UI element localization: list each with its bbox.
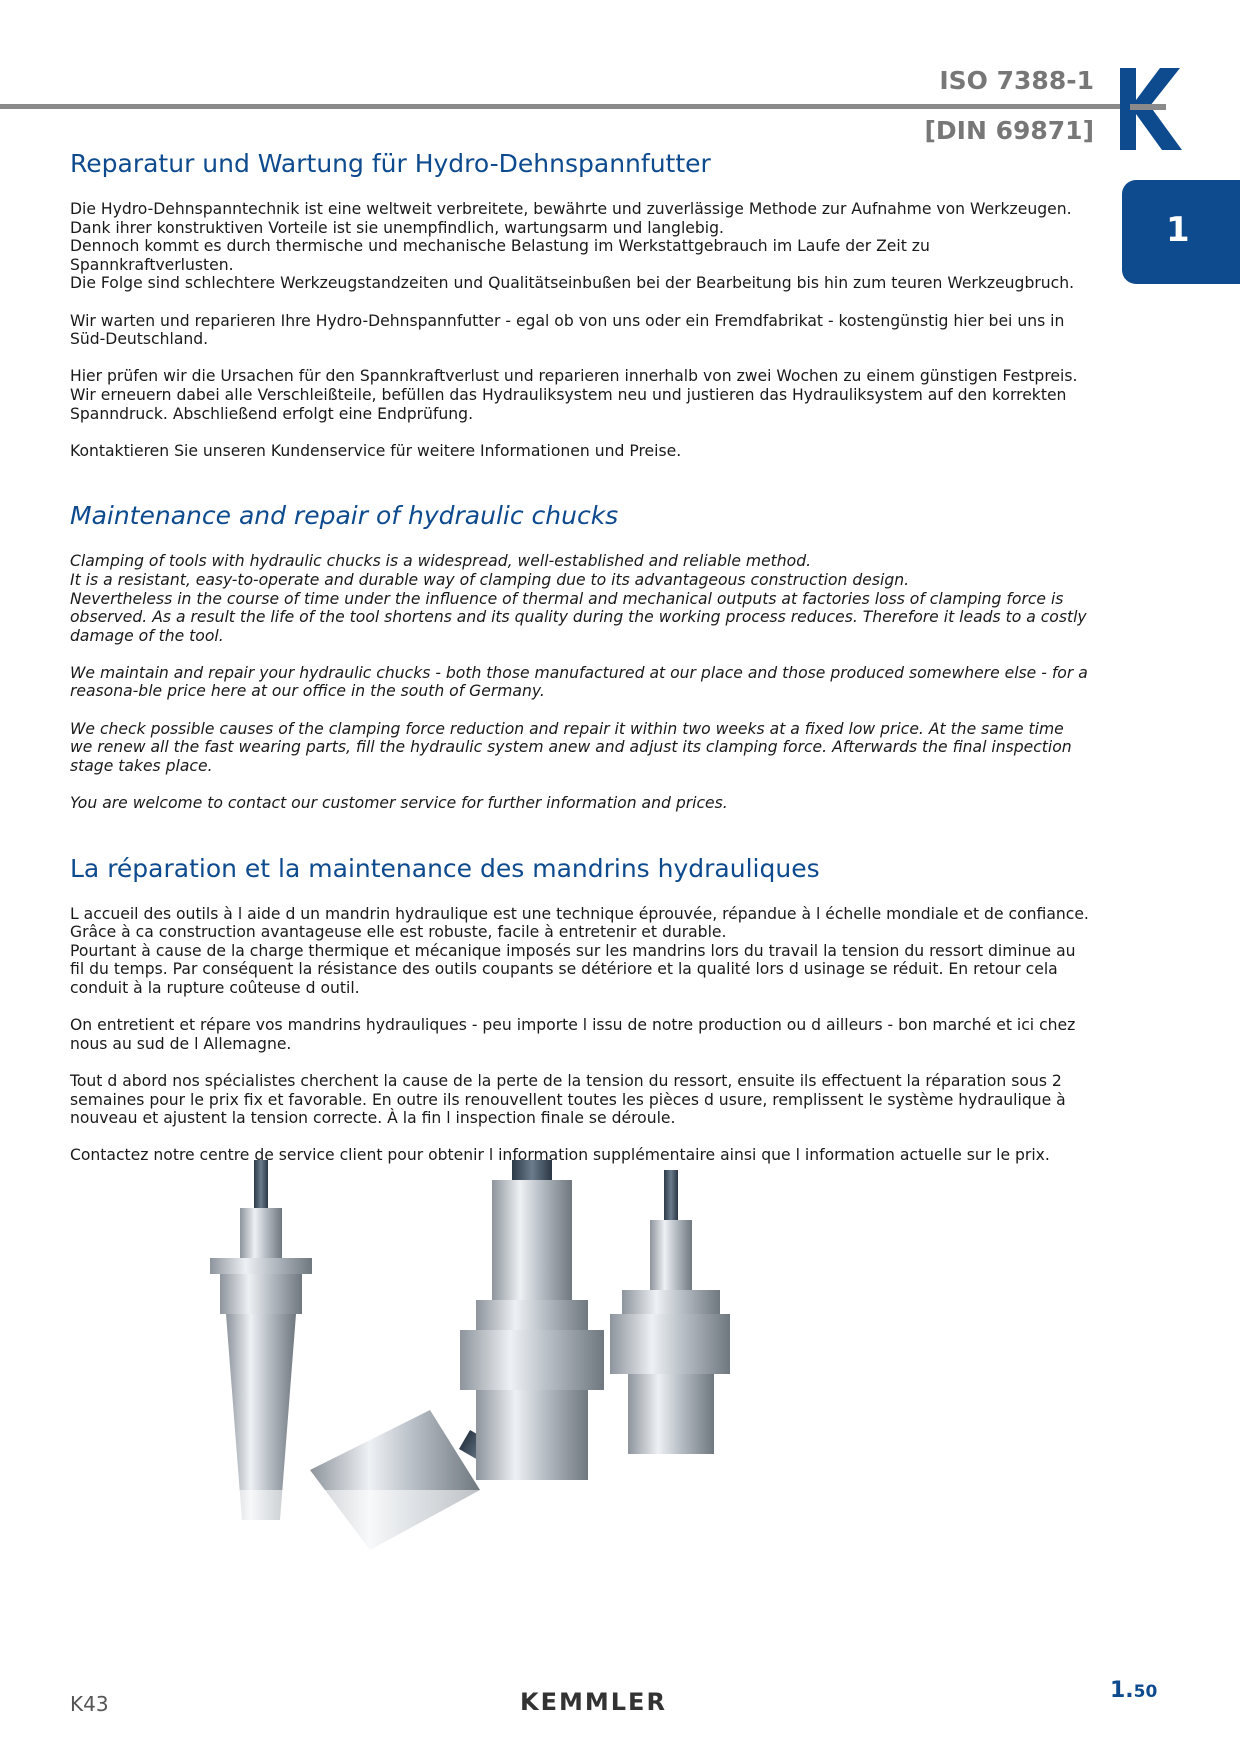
standard-label: ISO 7388-1 [939, 66, 1094, 95]
paragraph-de: Wir warten und reparieren Ihre Hydro-Dehnspannfutter - egal ob von uns oder ein Fremdfabrikat - kostengünstig hier bei uns in Süd-Deutschland. [70, 311, 1065, 349]
page-number-major: 1. [1110, 1678, 1134, 1703]
paragraph-en: Clamping of tools with hydraulic chucks is a widespread, well-established and reliable method. [70, 552, 812, 571]
hydraulic-chucks-photo [180, 1160, 820, 1680]
paragraph-de: Die Hydro-Dehnspanntechnik ist eine weltweit verbreitete, bewährte und zuverlässige Methode zur Aufnahme von Werkzeugen. [70, 200, 1072, 218]
page-number [1110, 1678, 1157, 1703]
paragraph-de: Hier prüfen wir die Ursachen für den Spannkraftverlust und reparieren innerhalb von zwei Wochen zu einem günstigen Festpreis. [70, 367, 1078, 386]
section-title-de: Reparatur und Wartung für Hydro-Dehnspannfutter [70, 149, 711, 178]
paragraph-fr: Contactez notre centre de service client pour obtenir l information supplémentaire ainsi que l information actuelle sur le prix. [70, 1146, 1050, 1165]
paragraph-de: Dennoch kommt es durch thermische und mechanische Belastung im Werkstattgebrauch im Laufe der Zeit zu Spannkraftverlusten. [70, 237, 930, 274]
paragraph-en: It is a resistant, easy-to-operate and durable way of clamping due to its advantageous construction design. [70, 570, 910, 589]
paragraph-fr: On entretient et répare vos mandrins hydrauliques - peu importe l issu de notre production ou d ailleurs - bon marché et ici chez nous au sud de l Allemagne. [70, 1016, 1076, 1053]
paragraph-fr: Tout d abord nos spécialistes cherchent la cause de la perte de la tension du ressort, ensuite ils effectuent la réparation sous 2 semaines pour le prix fix et favorable. En outre ils renouvellent toutes les pièces d usure, remplissent le système hydraulique à nouveau et ajustent la tension correcte. À la fin l inspection finale se déroule. [70, 1071, 1066, 1128]
catalog-code: K43 [70, 1692, 109, 1716]
paragraph-en: We maintain and repair your hydraulic chucks - both those manufactured at our place and those produced somewhere else - for a reasona-ble price here at our office in the south of Germany. [70, 663, 1088, 701]
header-rule [0, 104, 1120, 109]
paragraph-fr: Pourtant à cause de la charge thermique et mécanique imposés sur les mandrins lors du travail la tension du ressort diminue au fil du temps. Par conséquent la résistance des outils coupants se détériore et la qualité lors d usinage se réduit. En retour cela conduit à la rupture coûteuse d outil. [70, 941, 1076, 997]
paragraph-fr: Grâce à ca construction avantageuse elle est robuste, facile à entretenir et durable. [70, 923, 727, 942]
section-title-fr: La réparation et la maintenance des mandrins hydrauliques [70, 853, 820, 883]
paragraph-de: Wir erneuern dabei alle Verschleißteile, befüllen das Hydrauliksystem neu und justieren das Hydrauliksystem auf den korrekten Spanndruck. Abschließend erfolgt eine Endprüfung. [70, 385, 1067, 423]
kemmler-k-logo-icon [1120, 68, 1190, 150]
paragraph-fr: L accueil des outils à l aide d un mandrin hydraulique est une technique éprouvée, répandue à l échelle mondiale et de confiance. [70, 904, 1089, 923]
paragraph-de: Dank ihrer konstruktiven Vorteile ist sie unempfindlich, wartungsarm und langlebig. [70, 218, 724, 237]
paragraph-de: Die Folge sind schlechtere Werkzeugstandzeiten und Qualitätseinbußen bei der Bearbeitung bis hin zum teuren Werkzeugbruch. [70, 274, 1075, 293]
paragraph-de: Kontaktieren Sie unseren Kundenservice für weitere Informationen und Preise. [70, 441, 682, 460]
paragraph-en: You are welcome to contact our customer service for further information and prices. [70, 794, 728, 813]
section-title-en: Maintenance and repair of hydraulic chucks [70, 501, 619, 531]
brand-wordmark: KEMMLER [520, 1688, 667, 1716]
chapter-tab-number: 1 [1166, 210, 1190, 250]
standard-din-label: [DIN 69871] [924, 116, 1094, 145]
paragraph-en: Nevertheless in the course of time under the influence of thermal and mechanical outputs at factories loss of clamping force is observed. As a result the life of the tool shortens and its quality during the working process reduces. Therefore it leads to a costly damage of the tool. [70, 589, 1087, 645]
chapter-tab[interactable] [1122, 180, 1240, 284]
main-content [70, 148, 1090, 1165]
paragraph-en: We check possible causes of the clamping force reduction and repair it within two weeks at a fixed low price. At the same time we renew all the fast wearing parts, fill the hydraulic system anew and adjust its clamping force. Afterwards the final inspection stage takes place. [70, 719, 1072, 775]
page-number-minor: 50 [1133, 1682, 1158, 1702]
